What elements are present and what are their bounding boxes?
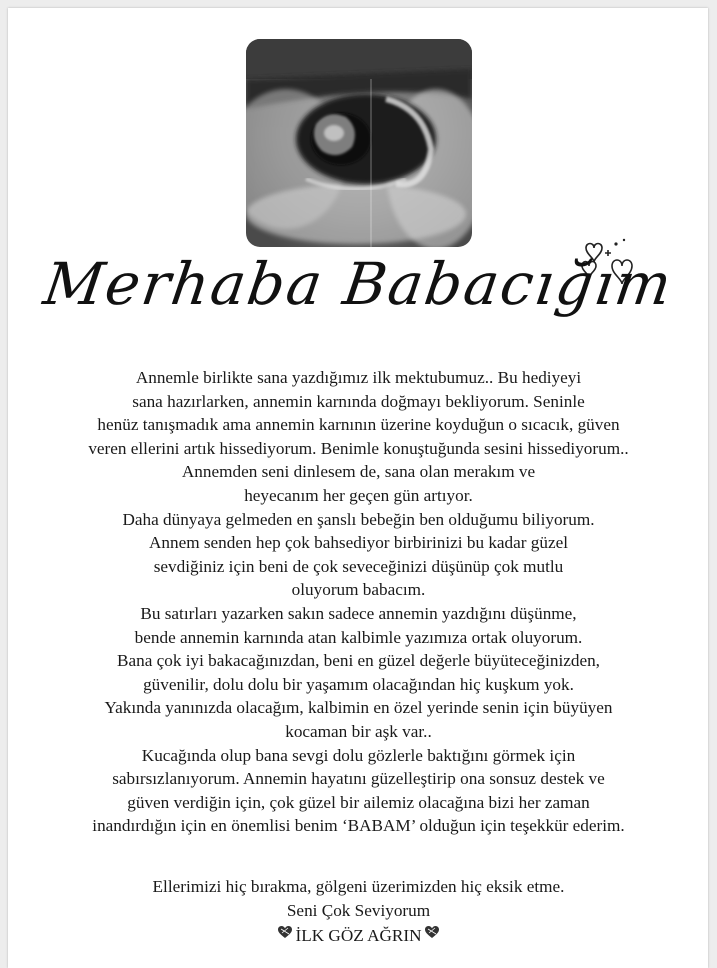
letter-line: kocaman bir aşk var.. <box>285 721 432 741</box>
letter-line: Annem senden hep çok bahsediyor birbirinizi bu kadar güzel <box>148 533 569 553</box>
letter-line: sana hazırlarken, annemin karnında doğmayı bekliyorum. Seninle <box>132 391 585 411</box>
letter-line: güven verdiğin için, çok güzel bir ailemiz olacağına bizi her zaman <box>127 792 590 812</box>
signature-text: İLK GÖZ AĞRIN <box>295 926 422 946</box>
heart-icon <box>277 924 293 948</box>
heart-icon <box>424 924 440 948</box>
closing-block <box>0 875 717 948</box>
signature-line <box>0 922 717 948</box>
letter-line: Bu satırları yazarken sakın sadece annemin yazdığını düşünme, <box>140 603 577 623</box>
letter-line: Annemden seni dinlesem de, sana olan merakım ve <box>181 462 536 482</box>
closing-line: Ellerimizi hiç bırakma, gölgeni üzerimizden hiç eksik etme. <box>152 877 565 896</box>
letter-line: Yakında yanınızda olacağım, kalbimin en özel yerinde senin için büyüyen <box>104 698 613 718</box>
letter-line: Annemle birlikte sana yazdığımız ilk mektubumuz.. Bu hediyeyi <box>135 368 582 387</box>
letter-line: Bana çok iyi bakacağınızdan, beni en güzel değerle büyüteceğinizden, <box>117 651 600 671</box>
letter-line: sevdiğiniz için beni de çok seveceğinizi düşünüp çok mutlu <box>153 556 564 576</box>
letter-body <box>0 366 717 838</box>
letter-line: henüz tanışmadık ama annemin karnının üzerine koyduğun o sıcacık, güven <box>97 415 620 435</box>
letter-line: Kucağında olup bana sevgi dolu gözlerle baktığını görmek için <box>141 745 576 765</box>
letter-line: heyecanım her geçen gün artıyor. <box>244 485 473 505</box>
letter-line: güvenilir, dolu dolu bir yaşamım olacağından hiç kuşkum yok. <box>143 674 574 694</box>
letter-line: sabırsızlanıyorum. Annemin hayatını güzelleştirip ona sonsuz destek ve <box>112 769 605 789</box>
letter-line: Daha dünyaya gelmeden en şanslı bebeğin ben olduğumu biliyorum. <box>122 509 595 529</box>
letter-line: bende annemin karnında atan kalbimle yazımıza ortak oluyorum. <box>134 627 583 647</box>
closing-love: Seni Çok Seviyorum <box>286 900 431 920</box>
letter-line: oluyorum babacım. <box>291 580 426 600</box>
letter-line: veren ellerini artık hissediyorum. Benimle konuştuğunda sesini hissediyorum.. <box>88 438 629 458</box>
signature <box>277 924 439 948</box>
ultrasound-image <box>246 39 472 247</box>
letter-line: inandırdığın için en önemlisi benim ‘BABAM’ olduğun için teşekkür ederim. <box>92 816 625 836</box>
page-title: Merhaba Babacığım <box>39 250 678 318</box>
